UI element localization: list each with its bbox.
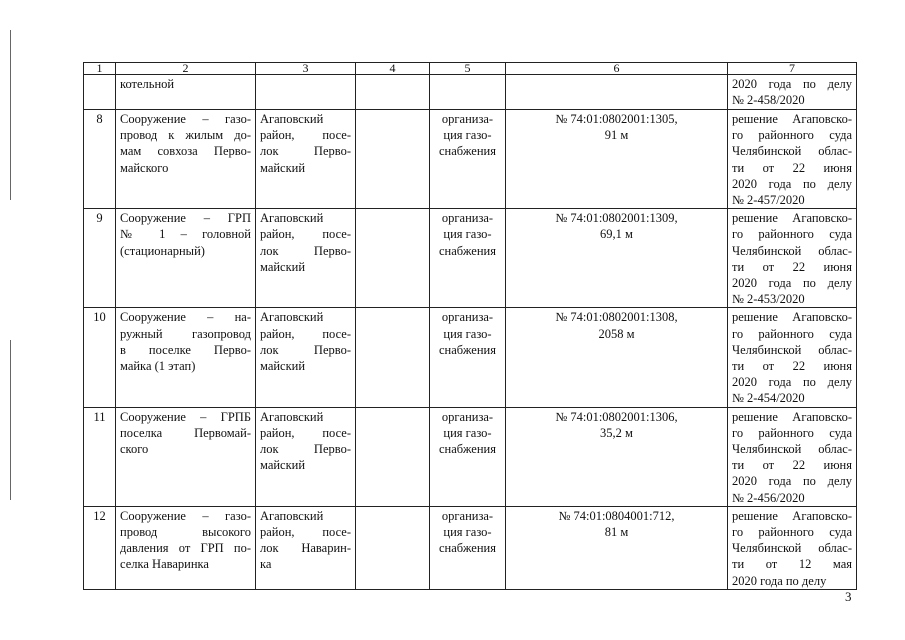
cell-column-4 <box>356 506 430 589</box>
cell-text-line: организа- <box>441 112 494 126</box>
cell-text-line: район, посе- <box>260 326 351 341</box>
cell-text-line: решение Агаповско- <box>732 112 852 126</box>
cell-text-line: № 74:01:0802001:1305, <box>555 112 678 126</box>
cell-text-line: го районного суда <box>732 525 852 540</box>
cell-text-line: снабжения <box>439 243 496 258</box>
column-number: 1 <box>84 63 116 75</box>
cell-row-number <box>84 75 116 110</box>
cell-text-line: майский <box>260 458 306 473</box>
cell-text-line: Агаповский <box>260 112 324 126</box>
cell-location <box>256 110 356 209</box>
cell-cadastral-number <box>506 110 728 209</box>
table-row <box>84 209 857 308</box>
cell-location <box>256 407 356 506</box>
cell-text-line: район, посе- <box>260 425 351 440</box>
column-number: 2 <box>116 63 256 75</box>
cell-text-line: снабжения <box>439 442 496 457</box>
cell-text-line: Сооружение – газо- <box>120 112 251 126</box>
cell-text-line: Челябинской облас- <box>732 342 852 357</box>
cell-text-line: № 2-458/2020 <box>732 93 805 108</box>
cell-object-name <box>116 75 256 110</box>
cell-text-line: Сооружение – ГРП <box>120 211 251 226</box>
cell-text-line: 2020 года по делу <box>732 375 852 390</box>
cell-text-line: организа- <box>441 508 494 523</box>
cell-court-decision <box>728 506 857 589</box>
column-number: 7 <box>728 63 857 75</box>
cell-text-line: ция газо- <box>443 525 492 540</box>
cell-text-line: го районного суда <box>732 326 852 341</box>
cell-text-line: район, посе- <box>260 128 351 143</box>
cell-text-line: 2020 года по делу <box>732 276 852 291</box>
cell-text-line: снабжения <box>439 541 496 556</box>
cell-text-line: ка <box>260 557 272 572</box>
column-number-header-row <box>84 63 857 75</box>
cell-text-line: решение Агаповско- <box>732 508 852 523</box>
cell-text-line: 91 м <box>604 128 629 143</box>
cell-location <box>256 308 356 407</box>
page-number: 3 <box>845 589 852 604</box>
cell-text-line: ти от 22 июня <box>732 259 852 274</box>
cell-court-decision <box>728 110 857 209</box>
cell-row-number: 8 <box>84 110 116 209</box>
cell-text-line: решение Агаповско- <box>732 211 852 226</box>
cell-text-line: го районного суда <box>732 128 852 143</box>
cell-text-line: № 2-453/2020 <box>732 292 805 307</box>
cell-text-line: Сооружение – на- <box>120 310 251 325</box>
cell-text-line: 81 м <box>604 525 629 540</box>
cell-cadastral-number <box>506 407 728 506</box>
cell-text-line: давления от ГРП по- <box>120 541 251 556</box>
cell-text-line: провод высокого <box>120 525 251 540</box>
cell-text-line: ского <box>120 442 149 457</box>
cell-text-line: № 2-457/2020 <box>732 193 805 208</box>
cell-text-line: ти от 22 июня <box>732 359 852 374</box>
cell-text-line: № 74:01:0802001:1308, <box>555 310 678 325</box>
cell-text-line: лок Перво- <box>260 243 351 258</box>
cell-text-line: 2020 года по делу <box>732 77 852 91</box>
cell-object-name <box>116 407 256 506</box>
column-number: 6 <box>506 63 728 75</box>
cell-text-line: 35,2 м <box>600 425 633 440</box>
cell-text-line: ти от 12 мая <box>732 557 852 572</box>
table-row <box>84 75 857 110</box>
cell-organization <box>430 407 506 506</box>
table-body <box>84 75 857 590</box>
cell-text-line: Челябинской облас- <box>732 541 852 556</box>
cell-text-line: № 74:01:0802001:1306, <box>555 409 678 424</box>
cell-text-line: майский <box>260 160 306 175</box>
cell-text-line: ция газо- <box>443 227 492 242</box>
cell-location <box>256 209 356 308</box>
cell-text-line: снабжения <box>439 144 496 159</box>
cell-text-line: решение Агаповско- <box>732 310 852 325</box>
cell-text-line: го районного суда <box>732 425 852 440</box>
cell-object-name <box>116 209 256 308</box>
cell-text-line: № 2-456/2020 <box>732 490 805 505</box>
cell-text-line: Агаповский <box>260 409 324 424</box>
cell-text-line: ружный газопровод <box>120 326 251 341</box>
cell-row-number: 12 <box>84 506 116 589</box>
cell-row-number: 11 <box>84 407 116 506</box>
cell-text-line: организа- <box>441 310 494 325</box>
cell-object-name <box>116 110 256 209</box>
cell-court-decision <box>728 209 857 308</box>
cell-organization <box>430 506 506 589</box>
cell-text-line: майский <box>260 259 306 274</box>
table-row <box>84 407 857 506</box>
cell-text-line: ция газо- <box>443 425 492 440</box>
cell-text-line: Челябинской облас- <box>732 144 852 159</box>
cell-text-line: го районного суда <box>732 227 852 242</box>
cell-cadastral-number <box>506 506 728 589</box>
table-row <box>84 506 857 589</box>
cell-text-line: котельной <box>120 77 175 91</box>
cell-text-line: лок Перво- <box>260 442 351 457</box>
table-row <box>84 110 857 209</box>
column-number: 5 <box>430 63 506 75</box>
column-number: 3 <box>256 63 356 75</box>
cell-object-name <box>116 308 256 407</box>
cell-object-name <box>116 506 256 589</box>
cell-text-line: № 74:01:0802001:1309, <box>555 211 678 226</box>
cell-text-line: 2020 года по делу <box>732 474 852 489</box>
cell-text-line: 69,1 м <box>600 227 633 242</box>
cell-cadastral-number <box>506 308 728 407</box>
scan-edge-mark <box>10 340 11 500</box>
cell-text-line: снабжения <box>439 342 496 357</box>
cell-text-line: селка Наваринка <box>120 557 209 572</box>
cell-text-line: в поселке Перво- <box>120 342 251 357</box>
cell-row-number: 10 <box>84 308 116 407</box>
cell-text-line: № 2-454/2020 <box>732 391 805 406</box>
cell-text-line: Сооружение – газо- <box>120 508 251 523</box>
cell-text-line: (стационарный) <box>120 243 205 258</box>
cell-text-line: лок Перво- <box>260 342 351 357</box>
cell-text-line: район, посе- <box>260 227 351 242</box>
cell-organization <box>430 75 506 110</box>
cell-text-line: майского <box>120 160 169 175</box>
cell-text-line: Челябинской облас- <box>732 243 852 258</box>
cell-court-decision <box>728 407 857 506</box>
cell-location <box>256 75 356 110</box>
cell-text-line: провод к жилым до- <box>120 128 251 143</box>
cell-text-line: Челябинской облас- <box>732 442 852 457</box>
property-table <box>83 62 857 590</box>
cell-court-decision <box>728 75 857 110</box>
cell-organization <box>430 110 506 209</box>
cell-cadastral-number <box>506 75 728 110</box>
cell-location <box>256 506 356 589</box>
cell-cadastral-number <box>506 209 728 308</box>
cell-organization <box>430 308 506 407</box>
cell-text-line: Сооружение – ГРПБ <box>120 409 251 424</box>
cell-text-line: № 1 – головной <box>120 227 251 242</box>
cell-column-4 <box>356 209 430 308</box>
column-number: 4 <box>356 63 430 75</box>
table-row <box>84 308 857 407</box>
cell-text-line: ция газо- <box>443 128 492 143</box>
cell-text-line: организа- <box>441 409 494 424</box>
cell-text-line: Агаповский <box>260 310 324 325</box>
cell-column-4 <box>356 110 430 209</box>
cell-text-line: ти от 22 июня <box>732 160 852 175</box>
cell-text-line: майский <box>260 359 306 374</box>
scan-edge-mark <box>10 30 11 200</box>
cell-court-decision <box>728 308 857 407</box>
cell-column-4 <box>356 308 430 407</box>
cell-column-4 <box>356 407 430 506</box>
cell-text-line: ти от 22 июня <box>732 458 852 473</box>
cell-text-line: решение Агаповско- <box>732 409 852 424</box>
cell-text-line: район, посе- <box>260 525 351 540</box>
cell-text-line: ция газо- <box>443 326 492 341</box>
cell-text-line: лок Перво- <box>260 144 351 159</box>
cell-text-line: поселка Первомай- <box>120 425 251 440</box>
cell-column-4 <box>356 75 430 110</box>
cell-text-line: 2058 м <box>598 326 635 341</box>
cell-text-line: № 74:01:0804001:712, <box>558 508 675 523</box>
cell-organization <box>430 209 506 308</box>
cell-text-line: 2020 года по делу <box>732 176 852 191</box>
cell-row-number: 9 <box>84 209 116 308</box>
cell-text-line: мам совхоза Перво- <box>120 144 251 159</box>
cell-text-line: Агаповский <box>260 211 324 226</box>
cell-text-line: майка (1 этап) <box>120 359 196 374</box>
cell-text-line: лок Наварин- <box>260 541 351 556</box>
cell-text-line: 2020 года по делу <box>732 573 827 588</box>
cell-text-line: организа- <box>441 211 494 226</box>
cell-text-line: Агаповский <box>260 508 324 523</box>
